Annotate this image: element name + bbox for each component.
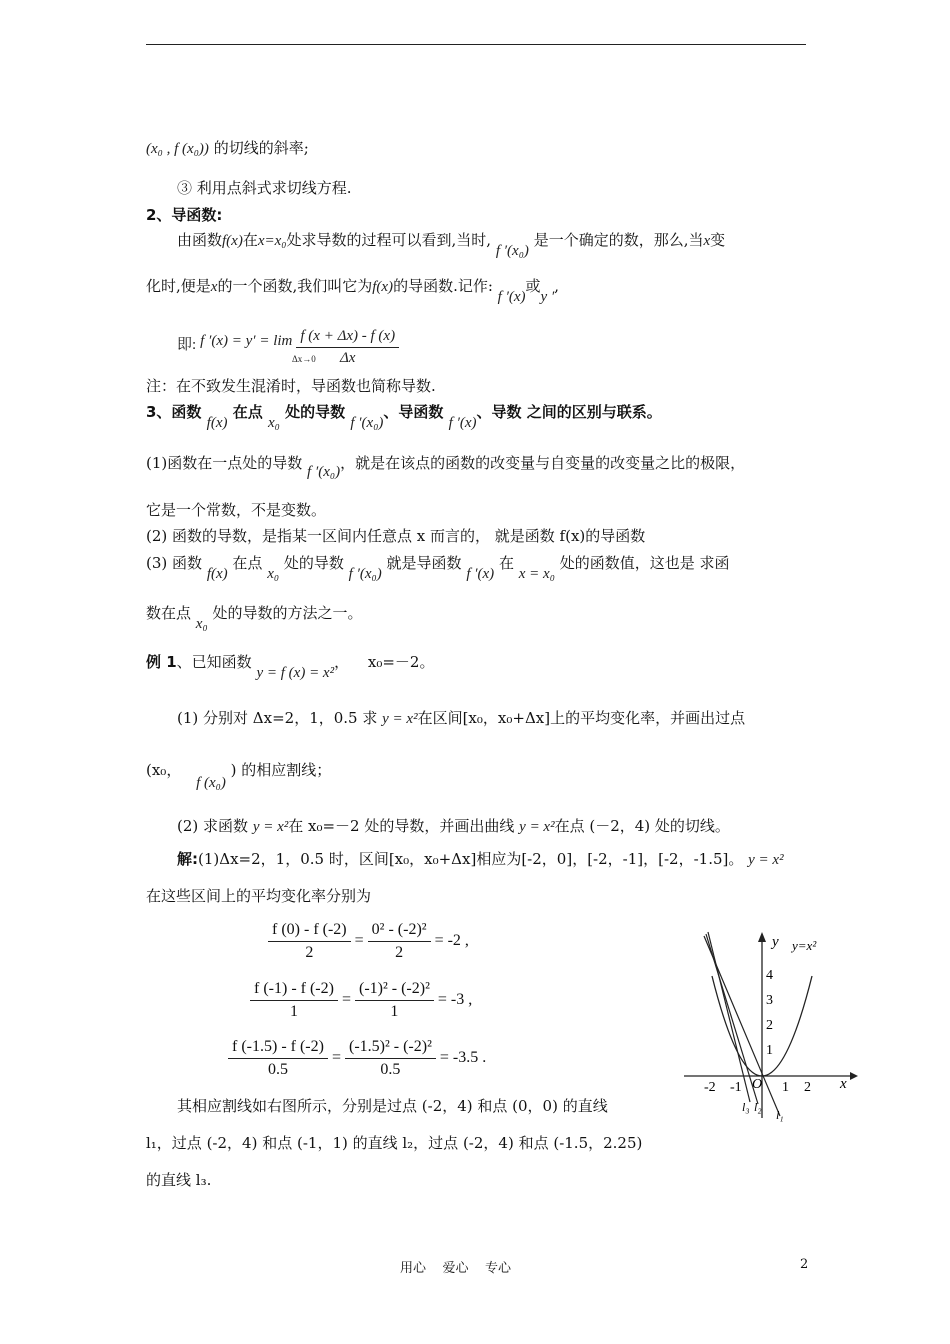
equals: = bbox=[331, 1049, 341, 1067]
x-axis-label: x bbox=[840, 1076, 847, 1092]
note: 注：在不致发生混淆时，导函数也简称导数. bbox=[146, 377, 436, 395]
frac-1a bbox=[268, 921, 351, 962]
example-1: 例 1、已知函数 y = f (x) = x²， x₀=－2。 bbox=[146, 653, 435, 681]
y-tick-4: 4 bbox=[766, 968, 773, 983]
equation-1 bbox=[268, 921, 469, 962]
secant-line-l2 bbox=[706, 934, 758, 1104]
numerator: f (-1) - f (-2) bbox=[250, 980, 338, 1001]
x-axis-arrow bbox=[850, 1072, 858, 1080]
numerator: (-1.5)² - (-2)² bbox=[345, 1038, 436, 1059]
frac-3b bbox=[345, 1038, 436, 1079]
text: (1)函数在一点处的导数 bbox=[146, 454, 303, 472]
curve-label: y=x² bbox=[792, 938, 817, 953]
math-fx: f(x) bbox=[206, 566, 228, 582]
text: 在点 bbox=[232, 403, 263, 421]
math-x0: x₀ bbox=[195, 616, 208, 632]
text: (x₀， bbox=[146, 761, 182, 779]
math-fprime-x0: f ′(x₀) bbox=[348, 566, 382, 582]
text: 的切线的斜率; bbox=[213, 139, 309, 157]
point-3-cont bbox=[146, 603, 363, 632]
frac-2b bbox=[355, 980, 434, 1021]
frac-3a bbox=[228, 1038, 328, 1079]
text: x₀=－2。 bbox=[367, 653, 435, 671]
math-fprime-x: f ′(x) bbox=[497, 289, 526, 305]
result: = -3 , bbox=[437, 991, 473, 1009]
point-expression: (x₀ , f (x₀)) bbox=[146, 141, 209, 157]
y-tick-3: 3 bbox=[766, 993, 773, 1008]
header-rule bbox=[146, 44, 806, 45]
question-1 bbox=[177, 708, 745, 729]
math-fprime-x: f ′(x) bbox=[448, 415, 477, 431]
after-3: 的直线 l₃. bbox=[146, 1171, 212, 1189]
text: ) 的相应割线； bbox=[230, 761, 332, 779]
equation-3 bbox=[228, 1038, 486, 1079]
math-fprime-x0: f ′(x₀) bbox=[307, 464, 341, 480]
tangent-slope-line bbox=[146, 138, 309, 159]
result: = -3.5 . bbox=[439, 1049, 487, 1067]
equation-2 bbox=[250, 980, 472, 1021]
section-heading-2: 2、导函数: bbox=[146, 206, 223, 224]
denominator: 2 bbox=[395, 944, 404, 961]
math-x0: x₀ bbox=[267, 415, 280, 431]
numerator: (-1)² - (-2)² bbox=[355, 980, 434, 1001]
secant-lines-figure bbox=[680, 928, 860, 1123]
derivative-definition bbox=[177, 326, 399, 365]
x-tick-1: 1 bbox=[782, 1080, 789, 1095]
x-tick-minus-1: -1 bbox=[730, 1080, 742, 1095]
frac-2a bbox=[250, 980, 338, 1021]
def-numerator: f (x + Δx) - f (x) bbox=[296, 328, 399, 348]
example-label: 例 1 bbox=[146, 653, 177, 671]
numerator: f (0) - f (-2) bbox=[268, 921, 351, 942]
text: 由函数 bbox=[177, 231, 223, 249]
text: (3) 函数 bbox=[146, 554, 203, 572]
text: 、已知函数 bbox=[176, 653, 252, 671]
text: ，就是在该点的函数的改变量与自变量的改变量之比的极限， bbox=[340, 454, 746, 472]
math-y-x2: y = x² bbox=[748, 852, 784, 868]
math-x0: x₀ bbox=[267, 566, 280, 582]
text: 在区间[x₀，x₀+Δx]上的平均变化率，并画出过点 bbox=[417, 709, 746, 727]
equals: = bbox=[354, 932, 364, 950]
text: 处的函数值，这也是 求函 bbox=[559, 554, 730, 572]
origin-label: O bbox=[752, 1077, 763, 1092]
denominator: 1 bbox=[289, 1003, 298, 1020]
denominator: 0.5 bbox=[267, 1061, 288, 1078]
solution-label: 解: bbox=[177, 850, 198, 868]
label-l2: l₂ bbox=[754, 1100, 762, 1114]
numerator: f (-1.5) - f (-2) bbox=[228, 1038, 328, 1059]
math-x-eq-x0: x = x₀ bbox=[518, 566, 555, 582]
paragraph-derivative-function-1 bbox=[177, 230, 726, 259]
math-fprime-x0: f ′(x₀) bbox=[350, 415, 384, 431]
text: 就是导函数 bbox=[386, 554, 462, 572]
text: 变 bbox=[710, 231, 726, 249]
point-1-cont: 它是一个常数，不是变数。 bbox=[146, 501, 327, 519]
text: 处求导数的过程可以看到,当时, bbox=[286, 231, 492, 249]
math-y-x2: y = x² bbox=[252, 819, 289, 835]
y-axis-label: y bbox=[772, 934, 779, 950]
after-2: l₁，过点 (-2，4) 和点 (-1，1) 的直线 l₂，过点 (-2，4) 和点 (-1.5，2.25) bbox=[146, 1134, 643, 1152]
equals: = bbox=[341, 991, 351, 1009]
point-3 bbox=[146, 553, 730, 582]
math-yprime: y ′ bbox=[540, 289, 555, 305]
x-tick-minus-2: -2 bbox=[704, 1080, 716, 1095]
denominator: 0.5 bbox=[380, 1061, 401, 1078]
solution bbox=[177, 849, 784, 870]
frac-1b bbox=[368, 921, 431, 962]
text: (1) 分别对 Δx=2，1，0.5 求 bbox=[177, 709, 378, 727]
y-tick-2: 2 bbox=[766, 1018, 773, 1033]
math-fx: f(x) bbox=[222, 233, 243, 249]
question-1-cont bbox=[146, 760, 332, 791]
math-fx: f(x) bbox=[372, 279, 394, 295]
numerator: 0² - (-2)² bbox=[368, 921, 431, 942]
text: 即: bbox=[177, 337, 197, 354]
text: 处的导数的方法之一。 bbox=[212, 604, 363, 622]
step-3: ③ 利用点斜式求切线方程. bbox=[177, 179, 352, 197]
text: 在点 (－2，4) 处的切线。 bbox=[554, 817, 730, 835]
math-fx: f(x) bbox=[206, 415, 228, 431]
text: 在 bbox=[498, 554, 514, 572]
y-tick-1: 1 bbox=[766, 1043, 773, 1058]
result: = -2 , bbox=[434, 932, 469, 950]
denominator: 1 bbox=[390, 1003, 399, 1020]
question-2 bbox=[177, 816, 730, 837]
text: 化时,便是 bbox=[146, 277, 211, 295]
text: 或 bbox=[525, 277, 541, 295]
paragraph-derivative-function-2: 化时,便是x的一个函数,我们叫它为f(x)的导函数.记作: f ′(x)或y ′, bbox=[146, 277, 560, 305]
math-fx0: f (x₀) bbox=[196, 775, 226, 791]
denominator: 2 bbox=[305, 944, 314, 961]
text: 在 bbox=[242, 231, 258, 249]
text: 是一个确定的数，那么,当 bbox=[533, 231, 704, 249]
math-x: x bbox=[703, 233, 711, 249]
math-y-x2: y = x² bbox=[519, 819, 555, 835]
math-example-function: y = f (x) = x² bbox=[256, 665, 335, 681]
footer-motto: 用心 爱心 专心 bbox=[400, 1261, 512, 1276]
text: 、导函数 bbox=[383, 403, 444, 421]
math-fprime-x: f ′(x) bbox=[466, 566, 495, 582]
text: 的导函数.记作: bbox=[393, 277, 493, 295]
text: (2) 求函数 bbox=[177, 817, 249, 835]
math-x: x bbox=[210, 279, 218, 295]
text: 、导数 之间的区别与联系。 bbox=[476, 403, 662, 421]
text: 3、函数 bbox=[146, 403, 202, 421]
text: 在 x₀=－2 处的导数，并画出曲线 bbox=[288, 817, 515, 835]
solution-cont: 在这些区间上的平均变化率分别为 bbox=[146, 887, 372, 905]
math-y-x2: y = x² bbox=[382, 711, 418, 727]
def-denominator: Δx bbox=[340, 350, 356, 366]
after-1: 其相应割线如右图所示，分别是过点 (-2，4) 和点 (0，0) 的直线 bbox=[177, 1097, 608, 1115]
point-1 bbox=[146, 453, 746, 480]
page-number: 2 bbox=[800, 1257, 809, 1272]
y-axis-arrow bbox=[758, 932, 766, 942]
text: 处的导数 bbox=[285, 403, 346, 421]
label-l1: l₁ bbox=[776, 1108, 784, 1122]
text: 在点 bbox=[232, 554, 263, 572]
math-fprime-x0: f ′(x₀) bbox=[495, 243, 529, 259]
math-def-lhs: f ′(x) = y′ = lim bbox=[200, 333, 293, 350]
text: (1)Δx=2，1，0.5 时，区间[x₀，x₀+Δx]相应为[-2，0]，[-2，-1]，[-2，-1.5]。 bbox=[198, 850, 744, 868]
text: 处的导数 bbox=[283, 554, 344, 572]
x-tick-2: 2 bbox=[804, 1080, 811, 1095]
text: 数在点 bbox=[146, 604, 192, 622]
section-heading-3 bbox=[146, 402, 662, 431]
math-x-eq: x=x₀ bbox=[257, 233, 287, 249]
point-2: (2) 函数的导数，是指某一区间内任意点 x 而言的， 就是函数 f(x)的导函数 bbox=[146, 527, 646, 545]
text: 的一个函数,我们叫它为 bbox=[217, 277, 373, 295]
label-l3: l₃ bbox=[742, 1100, 750, 1114]
lim-subscript: Δx→0 bbox=[292, 354, 316, 364]
